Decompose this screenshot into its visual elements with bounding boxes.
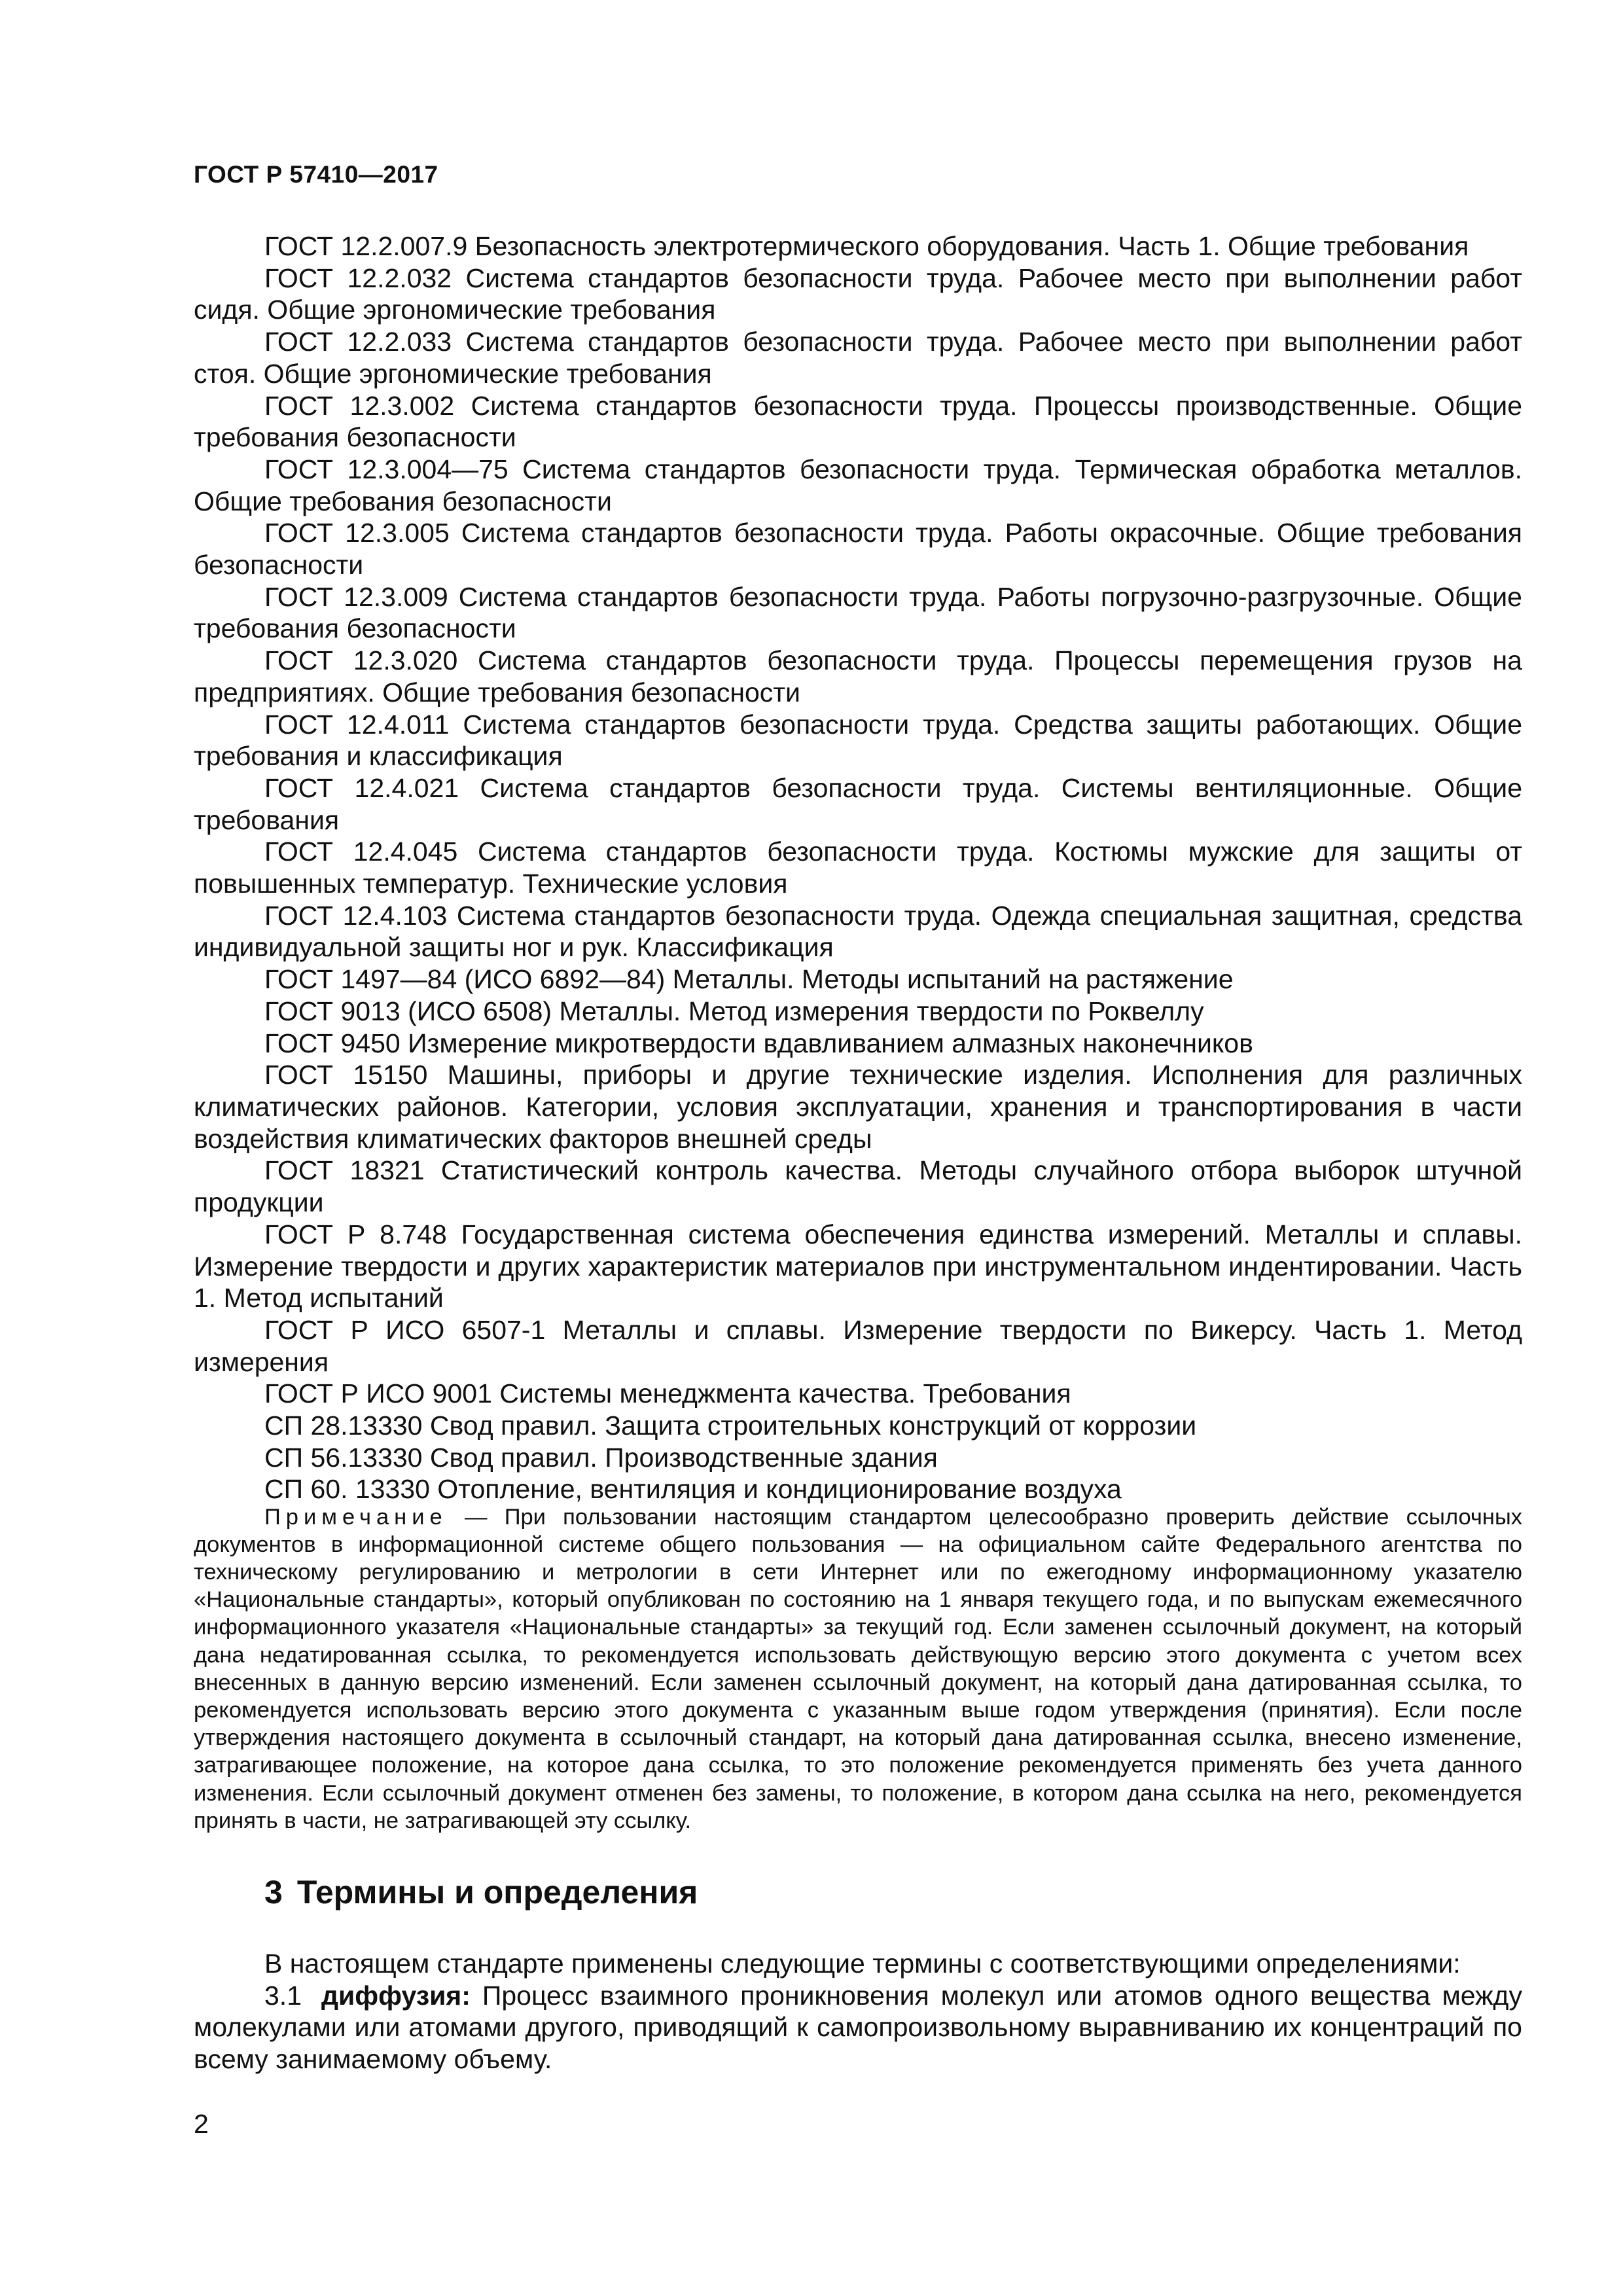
reference-item: ГОСТ 12.3.005 Система стандартов безопасности труда. Работы окрасочные. Общие требования безопасности bbox=[194, 518, 1522, 581]
note-paragraph bbox=[194, 1503, 1522, 1835]
term-entry bbox=[194, 1980, 1522, 2075]
reference-item: ГОСТ 15150 Машины, приборы и другие технические изделия. Исполнения для различных климатических районов. Категории, условия эксплуатации, хранения и транспортирования в части воздействия климатических факторов внешней среды bbox=[194, 1060, 1522, 1154]
section-number: 3 bbox=[264, 1874, 283, 1910]
reference-item: ГОСТ 9013 (ИСО 6508) Металлы. Метод измерения твердости по Роквеллу bbox=[264, 996, 1204, 1026]
reference-item: ГОСТ 18321 Статистический контроль качества. Методы случайного отбора выборок штучной продукции bbox=[194, 1155, 1522, 1218]
section-heading bbox=[264, 1873, 698, 1911]
reference-item: ГОСТ 12.4.021 Система стандартов безопасности труда. Системы вентиляционные. Общие требования bbox=[194, 772, 1522, 835]
note-text: — При пользовании настоящим стандартом целесообразно проверить действие ссылочных документов в информационной системе общего пользования — на официальном сайте Федерального агентства по техническому регулированию и метрологии в сети Интернет или по ежегодному информационному указателю «Национальные стандарты», который опубликован по состоянию на 1 января текущего года, и по выпускам ежемесячного информационного указателя «Национальные стандарты» за текущий год. Если заменен ссылочный документ, на который дана недатированная ссылка, то рекомендуется использовать действующую версию этого документа с учетом всех внесенных в данную версию изменений. Если заменен ссылочный документ, на который дана датированная ссылка, то рекомендуется использовать версию этого документа с указанным выше годом утверждения (принятия). Если после утверждения настоящего документа в ссылочный стандарт, на который дана датированная ссылка, внесено изменение, затрагивающее положение, на которое дана ссылка, то это положение рекомендуется применять без учета данного изменения. Если ссылочный документ отменен без замены, то положение, в котором дана ссылка на него, рекомендуется принять в части, не затрагивающей эту ссылку. bbox=[194, 1504, 1523, 1833]
reference-item: ГОСТ 12.2.007.9 Безопасность электротермического оборудования. Часть 1. Общие требования bbox=[264, 231, 1469, 261]
normative-references-list bbox=[194, 230, 1522, 1505]
page-number: 2 bbox=[194, 2109, 209, 2139]
reference-item: СП 56.13330 Свод правил. Производственные здания bbox=[264, 1442, 938, 1473]
terms-block bbox=[194, 1948, 1522, 2075]
reference-item: ГОСТ 12.3.020 Система стандартов безопасности труда. Процессы перемещения грузов на предприятиях. Общие требования безопасности bbox=[194, 645, 1522, 708]
reference-item: ГОСТ 12.4.011 Система стандартов безопасности труда. Средства защиты работающих. Общие требования и классификация bbox=[194, 709, 1522, 772]
reference-item: ГОСТ Р ИСО 6507-1 Металлы и сплавы. Измерение твердости по Викерсу. Часть 1. Метод измерения bbox=[194, 1314, 1522, 1377]
reference-item: ГОСТ 9450 Измерение микротвердости вдавливанием алмазных наконечников bbox=[264, 1028, 1253, 1058]
term-number: 3.1 bbox=[264, 1980, 302, 2011]
term-definition: Процесс взаимного проникновения молекул или атомов одного вещества между молекулами или атомами другого, приводящий к самопроизвольному выравниванию их концентраций по всему занимаемому объему. bbox=[194, 1980, 1522, 2075]
reference-item: ГОСТ 1497—84 (ИСО 6892—84) Металлы. Методы испытаний на растяжение bbox=[264, 964, 1234, 995]
reference-item: ГОСТ 12.2.032 Система стандартов безопасности труда. Рабочее место при выполнении работ сидя. Общие эргономические требования bbox=[194, 262, 1522, 325]
reference-item: ГОСТ Р ИСО 9001 Системы менеджмента качества. Требования bbox=[264, 1378, 1071, 1409]
document-code-header: ГОСТ Р 57410—2017 bbox=[194, 161, 438, 188]
reference-item: СП 28.13330 Свод правил. Защита строительных конструкций от коррозии bbox=[264, 1410, 1197, 1441]
reference-item: ГОСТ 12.2.033 Система стандартов безопасности труда. Рабочее место при выполнении работ стоя. Общие эргономические требования bbox=[194, 327, 1522, 389]
terms-intro: В настоящем стандарте применены следующие термины с соответствующими определениями: bbox=[264, 1948, 1461, 1979]
reference-item: ГОСТ 12.4.103 Система стандартов безопасности труда. Одежда специальная защитная, средства индивидуальной защиты ног и рук. Классификация bbox=[194, 900, 1522, 963]
section-title: Термины и определения bbox=[296, 1874, 698, 1910]
reference-item: ГОСТ Р 8.748 Государственная система обеспечения единства измерений. Металлы и сплавы. Измерение твердости и других характеристик материалов при инструментальном индентировании. Часть 1. Метод испытаний bbox=[194, 1219, 1522, 1314]
reference-item: ГОСТ 12.3.002 Система стандартов безопасности труда. Процессы производственные. Общие требования безопасности bbox=[194, 390, 1522, 453]
note-label: Примечание bbox=[264, 1504, 448, 1530]
reference-item: СП 60. 13330 Отопление, вентиляция и кондиционирование воздуха bbox=[264, 1474, 1122, 1505]
term-name: диффузия: bbox=[321, 1980, 471, 2011]
reference-item: ГОСТ 12.4.045 Система стандартов безопасности труда. Костюмы мужские для защиты от повышенных температур. Технические условия bbox=[194, 836, 1522, 899]
reference-item: ГОСТ 12.3.004—75 Система стандартов безопасности труда. Термическая обработка металлов. Общие требования безопасности bbox=[194, 454, 1522, 516]
reference-item: ГОСТ 12.3.009 Система стандартов безопасности труда. Работы погрузочно-разгрузочные. Общие требования безопасности bbox=[194, 581, 1522, 644]
